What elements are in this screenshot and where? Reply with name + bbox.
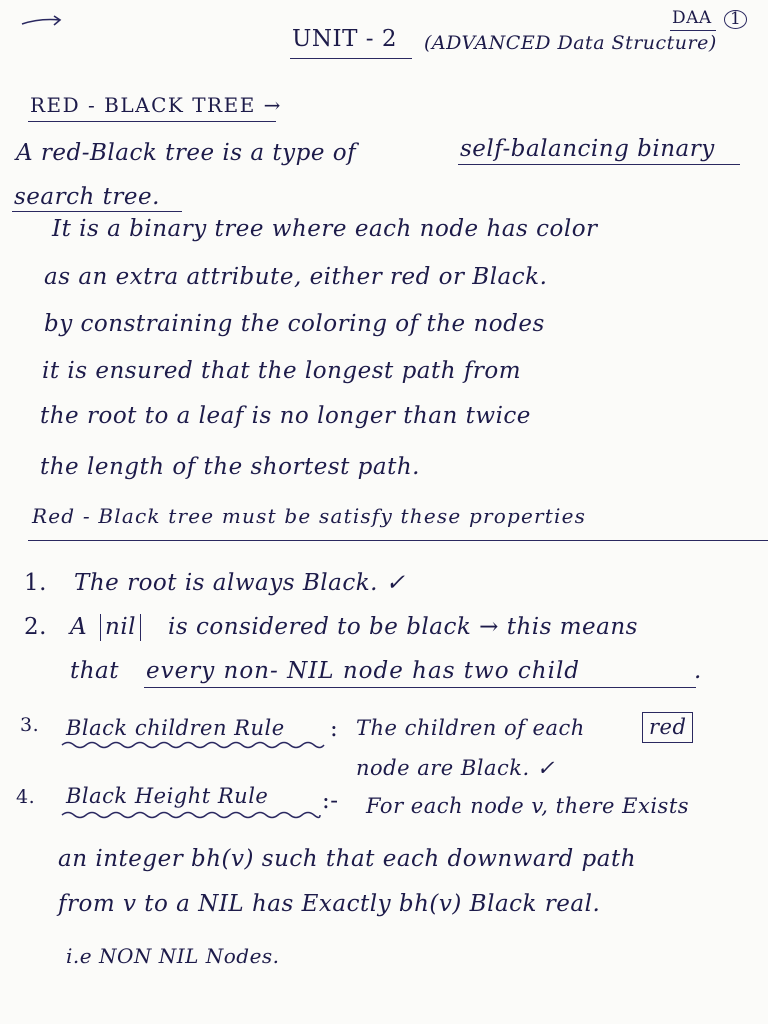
corner-label-underline	[670, 30, 716, 31]
rule-2-continuation-underlined: every non- NIL node has two child	[146, 658, 581, 684]
rule-4-continuation-3: i.e NON NIL Nodes.	[66, 944, 280, 968]
paragraph-line-5: the root to a leaf is no longer than twice	[40, 403, 531, 429]
rule-4-number: 4.	[16, 786, 36, 808]
rule-2-text: is considered to be black → this means	[168, 614, 638, 640]
rule-1-number: 1.	[24, 570, 47, 596]
rule-2-number: 2.	[24, 614, 47, 640]
properties-heading: Red - Black tree must be satisfy these properties	[32, 504, 587, 528]
rule-4-colon: :-	[322, 788, 339, 814]
rule-3-text: The children of each	[356, 716, 585, 740]
nil-boxed-term: nil	[100, 614, 141, 641]
intro-line-1-underlined: self-balancing binary	[460, 136, 715, 162]
rule-2-prefix: A	[70, 614, 88, 640]
unit-title: UNIT - 2	[292, 26, 397, 52]
corner-label: DAA	[672, 8, 712, 28]
paragraph-line-1: It is a binary tree where each node has color	[52, 216, 598, 242]
rule-3-continuation: node are Black. ✓	[356, 756, 555, 780]
paragraph-line-2: as an extra attribute, either red or Black.	[44, 264, 548, 290]
intro-line-1: A red-Black tree is a type of	[16, 140, 357, 166]
rule-1-text: The root is always Black. ✓	[74, 570, 406, 596]
intro-line-2: search tree.	[14, 184, 160, 210]
rule-4-wavy-underline	[62, 810, 320, 820]
paragraph-line-6: the length of the shortest path.	[40, 454, 420, 480]
intro-underline-1	[458, 164, 740, 165]
rule-2-continuation-end: .	[694, 658, 702, 684]
rule-3-wavy-underline	[62, 740, 324, 750]
page-number: 1	[724, 10, 747, 29]
rule-4-continuation-1: an integer bh(v) such that each downward path	[58, 846, 637, 872]
unit-subtitle: (ADVANCED Data Structure)	[424, 32, 717, 54]
rule-2-underline	[144, 687, 696, 688]
rule-4-title: Black Height Rule	[66, 784, 269, 808]
arrow-doodle-icon	[20, 12, 64, 34]
rule-4-text: For each node v, there Exists	[366, 794, 690, 818]
rule-2-continuation-prefix: that	[70, 658, 120, 684]
paragraph-line-4: it is ensured that the longest path from	[42, 358, 522, 384]
rule-4-continuation-2: from v to a NIL has Exactly bh(v) Black real.	[58, 891, 601, 917]
unit-title-underline	[290, 58, 412, 59]
intro-underline-2	[12, 211, 182, 212]
red-boxed-word: red	[642, 712, 693, 743]
rule-3-colon: :	[330, 716, 339, 742]
properties-heading-underline	[28, 540, 768, 541]
section-heading: RED - BLACK TREE →	[30, 93, 282, 117]
rule-3-title: Black children Rule	[66, 716, 285, 740]
rule-3-number: 3.	[20, 714, 40, 736]
section-heading-underline	[28, 121, 276, 122]
paragraph-line-3: by constraining the coloring of the nodes	[44, 311, 545, 337]
